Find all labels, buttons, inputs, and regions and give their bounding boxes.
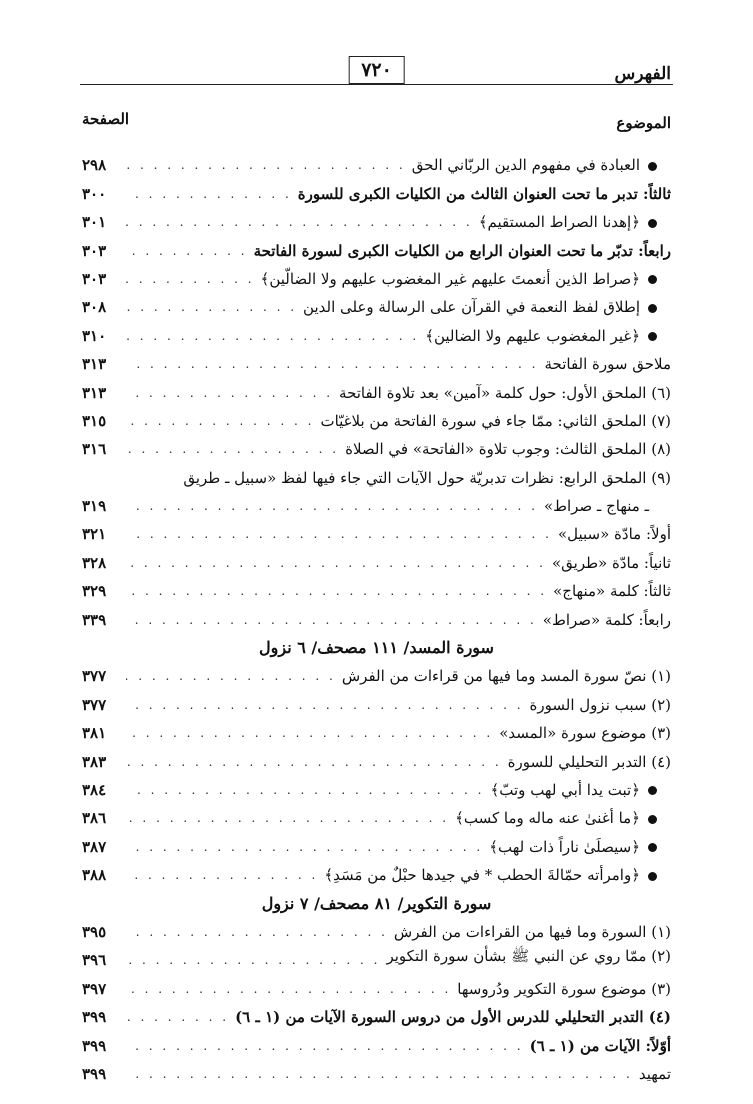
toc-entry[interactable]: (٣) موضوع سورة «المسد» . . . ٣٨١ bbox=[82, 714, 671, 742]
toc-entry[interactable]: ﴿إهدنا الصراط المستقيم﴾ . . . ٣٠١ bbox=[82, 203, 671, 231]
header-rule bbox=[80, 84, 673, 85]
toc-entry[interactable]: رابعاً: تدبّر ما تحت العنوان الرابع من الكليات الكبرى لسورة الفاتحة . . . ٣٠٣ bbox=[82, 231, 671, 259]
bullet-icon bbox=[648, 843, 657, 852]
bullet-icon bbox=[648, 786, 657, 795]
toc-entry[interactable]: (٢) ممّا روي عن النبي ﷺ بشأن سورة التكوير . . . ٣٩٦ bbox=[82, 941, 671, 969]
toc-entry[interactable]: ﴿ما أغنىٰ عنه ماله وما كسب﴾ . . . ٣٨٦ bbox=[82, 799, 671, 827]
toc-entry[interactable]: (٨) الملحق الثالث: وجوب تلاوة «الفاتحة» في الصلاة . . . ٣١٦ bbox=[82, 430, 671, 458]
toc-entry[interactable]: أولاً: مادّة «سبيل» . . . ٣٢١ bbox=[82, 515, 671, 543]
toc-entry[interactable]: ﴿غير المغضوب عليهم ولا الضالين﴾ . . . ٣١٠ bbox=[82, 316, 671, 344]
toc-entry[interactable]: (٦) الملحق الأول: حول كلمة «آمين» بعد تلاوة الفاتحة . . . ٣١٣ bbox=[82, 373, 671, 401]
page-column-label: الصفحة bbox=[82, 110, 130, 128]
toc-entry[interactable]: أوّلاً: الآيات من (١ ـ ٦) . . . ٣٩٩ bbox=[82, 1026, 671, 1054]
page-header bbox=[82, 48, 671, 88]
toc-entry[interactable]: (٣) موضوع سورة التكوير ودُروسها . . . ٣٩٧ bbox=[82, 969, 671, 997]
section-heading: سورة المسد/ ١١١ مصحف/ ٦ نزول bbox=[259, 638, 494, 658]
toc-entry[interactable]: ﴿سيصلَىٰ ناراً ذات لهب﴾ . . . ٣٨٧ bbox=[82, 827, 671, 855]
toc-entry[interactable]: (١) نصّ سورة المسد وما فيها من قراءات من الفرش . . . ٣٧٧ bbox=[82, 657, 671, 685]
bullet-icon bbox=[648, 815, 657, 824]
bullet-icon bbox=[648, 872, 657, 881]
toc-entry[interactable]: ﴿تبت يدا أبي لهب وتبّ﴾ . . . ٣٨٤ bbox=[82, 771, 671, 799]
section-heading: سورة التكوير/ ٨١ مصحف/ ٧ نزول bbox=[261, 893, 492, 913]
page-number: ٧٢٠ bbox=[348, 56, 405, 84]
toc-entry[interactable]: ثانياً: مادّة «طريق» . . . ٣٢٨ bbox=[82, 543, 671, 571]
toc-entry[interactable]: رابعاً: كلمة «صراط» . . . ٣٣٩ bbox=[82, 600, 671, 628]
running-title: الفهرس bbox=[614, 64, 671, 84]
bullet-icon bbox=[648, 162, 657, 171]
toc-entry[interactable]: (٢) سبب نزول السورة . . . ٣٧٧ bbox=[82, 685, 671, 713]
toc-entry[interactable]: (٤) التدبر التحليلي للسورة . . . ٣٨٣ bbox=[82, 742, 671, 770]
bullet-icon bbox=[648, 304, 657, 313]
column-headers bbox=[82, 110, 671, 134]
table-of-contents bbox=[82, 146, 671, 1083]
toc-entry[interactable]: تمهيد . . . ٣٩٩ bbox=[82, 1055, 671, 1083]
bullet-icon bbox=[648, 332, 657, 341]
bullet-icon bbox=[648, 275, 657, 284]
toc-entry[interactable]: ﴿صراط الذين أنعمتَ عليهم غير المغضوب عليهم ولا الضالّين﴾ . . . ٣٠٣ bbox=[82, 260, 671, 288]
toc-entry[interactable]: (١) السورة وما فيها من القراءات من الفرش . . . ٣٩٥ bbox=[82, 913, 671, 941]
toc-entry[interactable]: العبادة في مفهوم الدين الربّاني الحق . . . ٢٩٨ bbox=[82, 146, 671, 174]
toc-entry[interactable]: ـ منهاج ـ صراط» . . . ٣١٩ bbox=[82, 487, 671, 515]
bullet-icon bbox=[648, 219, 657, 228]
toc-entry[interactable]: (٧) الملحق الثاني: ممّا جاء في سورة الفاتحة من بلاغيّات . . . ٣١٥ bbox=[82, 402, 671, 430]
toc-entry[interactable]: ملاحق سورة الفاتحة . . . ٣١٣ bbox=[82, 345, 671, 373]
toc-entry[interactable]: إطلاق لفظ النعمة في القرآن على الرسالة وعلى الدين . . . ٣٠٨ bbox=[82, 288, 671, 316]
toc-entry[interactable]: (٩) الملحق الرابع: نظرات تدبريّة حول الآيات التي جاء فيها لفظ «سبيل ـ طريق bbox=[183, 468, 671, 487]
toc-entry[interactable]: (٤) التدبر التحليلي للدرس الأول من دروس السورة الآيات من (١ ـ ٦) . . . ٣٩٩ bbox=[82, 998, 671, 1026]
toc-entry[interactable]: ﴿وامرأته حمّالةَ الحطب * في جيدها حبْلٌ من مَسَدِ﴾ . . . ٣٨٨ bbox=[82, 856, 671, 884]
toc-entry[interactable]: ثالثاً: تدبر ما تحت العنوان الثالث من الكليات الكبرى للسورة . . . ٣٠٠ bbox=[82, 174, 671, 202]
toc-entry[interactable]: ثالثاً: كلمة «منهاج» . . . ٣٢٩ bbox=[82, 572, 671, 600]
topic-column-label: الموضوع bbox=[616, 114, 671, 132]
